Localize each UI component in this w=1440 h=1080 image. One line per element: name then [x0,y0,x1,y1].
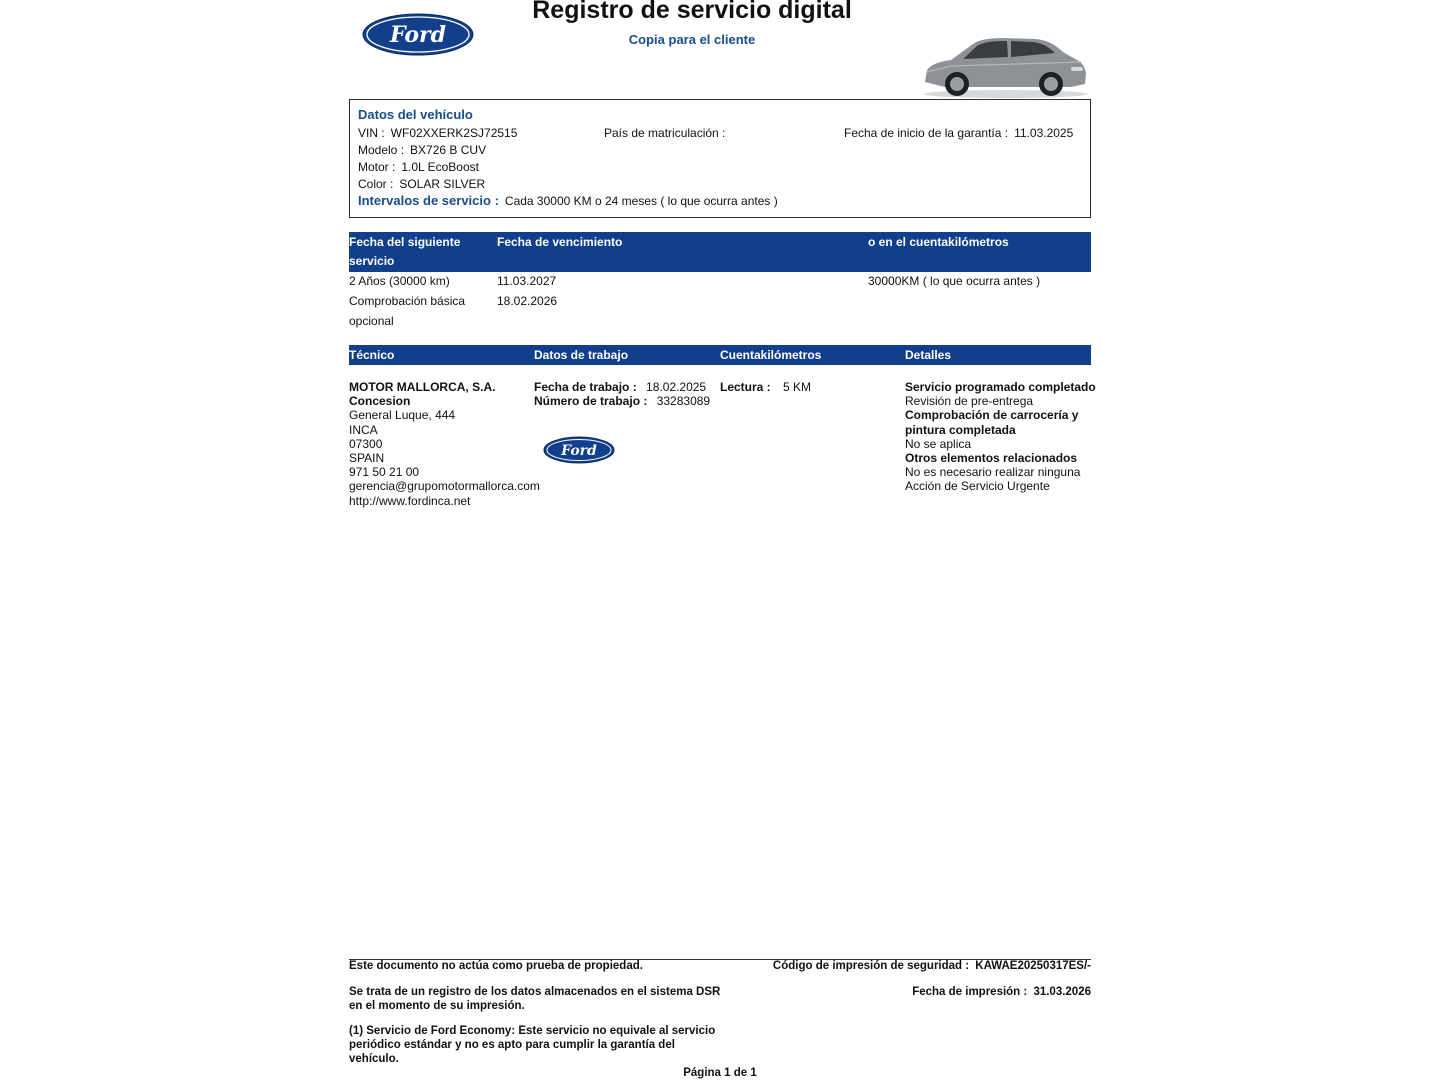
vin-value: WF02XXERK2SJ72515 [390,126,518,140]
car-image [911,30,1091,100]
svg-text:Ford: Ford [389,22,447,48]
vin-row [358,126,517,140]
odometer-cell: 30000KM ( lo que ocurra antes ) [868,274,1041,288]
model-label: Modelo : [358,143,405,157]
warranty-date: 11.03.2025 [1014,126,1074,140]
details-line: No es necesario realizar ninguna [905,465,1081,480]
details-line: Servicio programado completado [905,380,1096,394]
dealer-info [349,380,540,508]
color-value: SOLAR SILVER [399,177,486,191]
economy-note-line: (1) Servicio de Ford Economy: Este servicio no equivale al servicio [349,1025,716,1037]
print-date-label: Fecha de impresión : [912,986,1028,998]
dealer-country: SPAIN [349,451,385,466]
dealer-email: gerencia@grupomotormallorca.com [349,479,540,494]
dealer-postcode: 07300 [349,436,383,451]
details-line: Acción de Servicio Urgente [905,479,1050,494]
vin-label: VIN : [358,126,385,140]
odometer-label: Lectura : [720,380,771,394]
work-number-row [534,394,710,408]
details-line: Revisión de pre-entrega [905,394,1034,409]
security-code-value: KAWAE20250317ES/- [975,960,1091,972]
dealer-type: Concesion [349,394,411,409]
dsr-note-line: Se trata de un registro de los datos almacenados en el sistema DSR [349,986,721,998]
due-date-col-header: Fecha de vencimiento [497,235,623,249]
work-data-col-header: Datos de trabajo [534,348,629,362]
security-code-label: Código de impresión de seguridad : [772,960,970,972]
work-date-value: 18.02.2025 [646,380,707,394]
service-history-header [349,345,1091,365]
work-data [534,380,710,408]
due-date-cell: 11.03.2027 [497,274,557,288]
work-date-row [534,380,710,394]
service-details [905,380,1096,494]
intervals-label: Intervalos de servicio : [358,193,499,208]
engine-value: 1.0L EcoBoost [401,160,479,174]
work-number-value: 33283089 [656,394,711,409]
odometer-col-header: o en el cuentakilómetros [868,235,1009,249]
details-line: No se aplica [905,436,972,451]
work-date-label: Fecha de trabajo : [534,380,637,394]
dealer-phone: 971 50 21 00 [349,465,420,480]
service-intervals-row [358,193,778,208]
security-code [773,959,1091,973]
warranty-label: Fecha de inicio de la garantía : [844,126,1009,140]
dsr-note [349,985,720,1013]
dealer-city: INCA [349,422,378,437]
intervals-value: Cada 30000 KM o 24 meses ( lo que ocurra antes ) [504,194,778,208]
due-date-cell: 18.02.2026 [497,294,558,308]
next-service-col-header: Fecha del siguiente [349,235,461,249]
dealer-street: General Luque, 444 [349,408,456,423]
next-service-cell: Comprobación básica [349,294,466,308]
economy-note-line: periódico estándar y no es apto para cumplir la garantía del [349,1039,675,1051]
ownership-disclaimer: Este documento no actúa como prueba de propiedad. [349,960,643,972]
economy-note-line: vehículo. [349,1053,399,1065]
service-record-page [349,0,1096,1080]
details-line: pintura completada [905,422,1016,437]
odometer-row [720,380,811,394]
dealer-website: http://www.fordinca.net [349,493,471,508]
svg-text:Ford: Ford [561,443,597,459]
country-label: País de matriculación : [604,126,726,140]
color-row [358,177,485,191]
vehicle-section-title: Datos del vehículo [358,107,473,122]
warranty-row [844,126,1073,140]
model-row [358,143,486,157]
work-number-label: Número de trabajo : [534,394,648,409]
odometer-reading-col-header: Cuentakilómetros [720,348,822,362]
page-number: Página 1 de 1 [683,1067,757,1079]
print-date [912,985,1091,999]
technician-col-header: Técnico [349,348,395,362]
odometer-reading [720,380,811,394]
engine-label: Motor : [358,160,396,174]
document-title: Registro de servicio digital [532,0,852,24]
next-service-cell: 2 Años (30000 km) [349,274,450,288]
odometer-value: 5 KM [783,380,812,394]
next-service-header [349,232,1091,272]
model-value: BX726 B CUV [410,143,487,157]
details-line: Otros elementos relacionados [905,451,1078,466]
color-label: Color : [358,177,394,191]
details-col-header: Detalles [905,348,952,362]
dealer-name: MOTOR MALLORCA, S.A. [349,380,496,394]
document-subtitle: Copia para el cliente [628,32,756,47]
print-date-value: 31.03.2026 [1033,986,1091,998]
vehicle-data-section [349,99,1091,218]
details-line: Comprobación de carrocería y [905,408,1079,423]
dsr-note-line: en el momento de su impresión. [349,1000,525,1012]
next-service-col-header-line2: servicio [349,254,395,268]
country-row [604,126,731,140]
ford-logo-icon [543,436,615,464]
next-service-cell-line2: opcional [349,314,394,328]
economy-note [349,1024,715,1066]
engine-row [358,160,479,174]
